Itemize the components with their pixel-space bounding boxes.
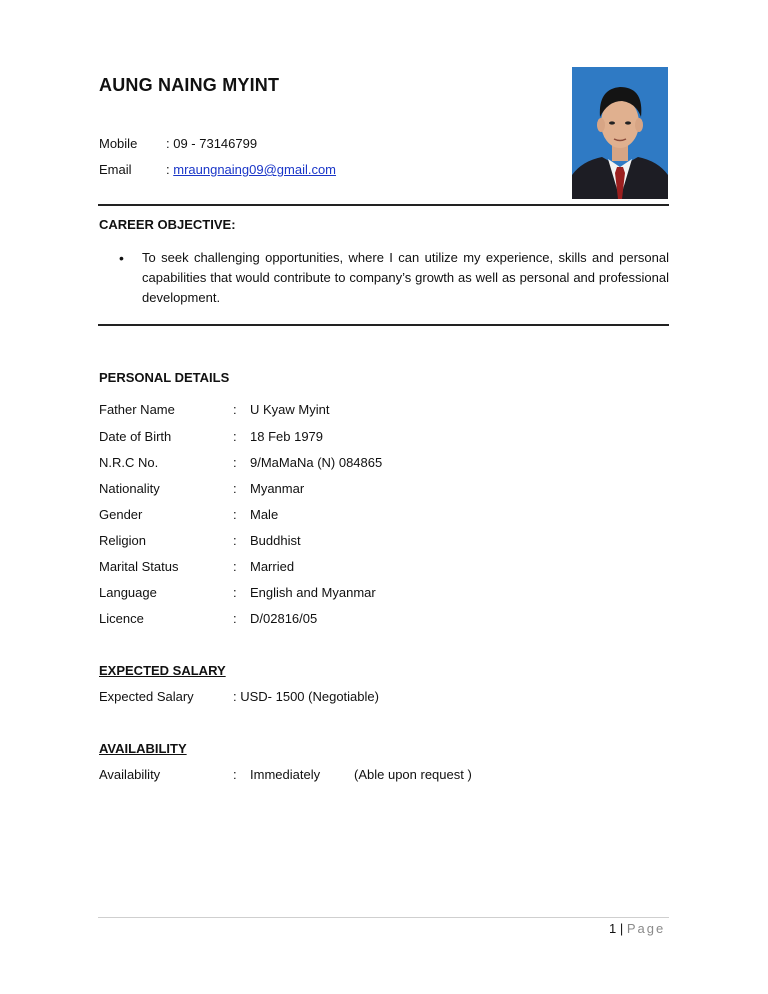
availability-note: (Able upon request ) (354, 767, 472, 782)
personal-label: N.R.C No. (99, 455, 159, 470)
personal-label: Date of Birth (99, 429, 172, 444)
career-objective-text: To seek challenging opportunities, where I can utilize my experience, skills and personal capabilities that would contribute to company’s growth as well as personal and professional development. (142, 250, 669, 305)
divider-objective (98, 324, 669, 326)
personal-label: Licence (99, 611, 144, 626)
colon: : (233, 533, 237, 548)
bullet-icon: • (119, 250, 124, 266)
colon: : (233, 559, 237, 574)
personal-value: U Kyaw Myint (250, 402, 330, 417)
personal-value: 9/MaMaNa (N) 084865 (250, 455, 383, 470)
availability-value: Immediately (250, 767, 321, 782)
personal-label: Marital Status (99, 559, 179, 574)
availability-label: Availability (99, 767, 161, 782)
divider-top (98, 204, 669, 206)
availability-title: AVAILABILITY (99, 741, 187, 756)
candidate-name: AUNG NAING MYINT (99, 75, 280, 95)
personal-label: Language (99, 585, 157, 600)
profile-photo (572, 67, 668, 199)
expected-salary-title: EXPECTED SALARY (99, 663, 226, 678)
email-prefix: : (166, 162, 174, 177)
salary-label: Expected Salary (99, 689, 194, 704)
personal-value: Myanmar (250, 481, 305, 496)
personal-value: Male (250, 507, 279, 522)
colon: : (233, 455, 237, 470)
personal-value: English and Myanmar (250, 585, 376, 600)
salary-value: : USD- 1500 (Negotiable) (233, 689, 379, 704)
page-separator: | (619, 921, 624, 936)
personal-value: 18 Feb 1979 (250, 429, 324, 444)
email-link[interactable]: mraungnaing09@gmail.com (173, 162, 337, 177)
page-word: Page (626, 921, 666, 936)
email-row (166, 162, 336, 177)
personal-value: D/02816/05 (250, 611, 318, 626)
personal-label: Gender (99, 507, 143, 522)
footer-divider (98, 917, 669, 918)
colon: : (233, 429, 237, 444)
page-number: 1 (609, 921, 617, 936)
mobile-value: : 09 - 73146799 (166, 136, 258, 151)
personal-value: Buddhist (250, 533, 301, 548)
email-label: Email (99, 162, 132, 177)
colon: : (233, 402, 237, 417)
career-objective-title: CAREER OBJECTIVE: (99, 217, 236, 232)
colon: : (233, 611, 237, 626)
colon: : (233, 507, 237, 522)
mobile-label: Mobile (99, 136, 138, 151)
colon: : (233, 767, 237, 782)
personal-label: Nationality (99, 481, 160, 496)
portrait-image (572, 67, 668, 199)
personal-label: Religion (99, 533, 146, 548)
personal-label: Father Name (99, 402, 175, 417)
colon: : (233, 585, 237, 600)
personal-details-title: PERSONAL DETAILS (99, 370, 230, 385)
colon: : (233, 481, 237, 496)
page-footer (609, 921, 665, 936)
personal-value: Married (250, 559, 295, 574)
